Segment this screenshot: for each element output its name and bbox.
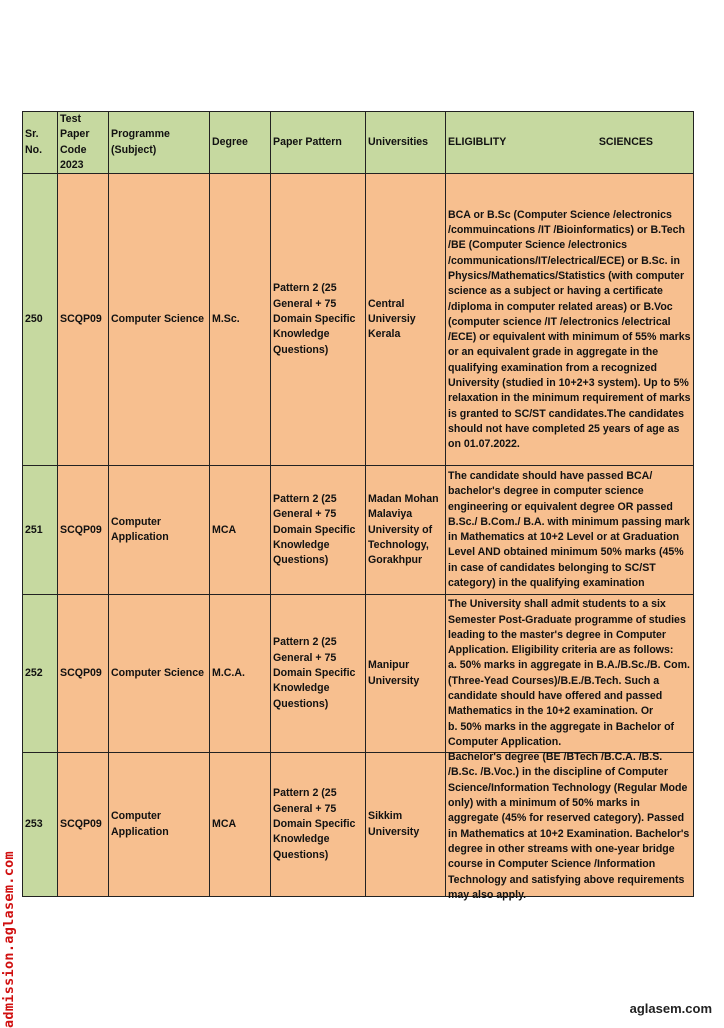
- table-row: [23, 595, 694, 753]
- table-row: [23, 466, 694, 595]
- eligibility-table: [22, 111, 694, 901]
- sr-no-cell: 252: [23, 595, 58, 753]
- header-sr-no: Sr. No.: [23, 112, 58, 174]
- programme-cell: Computer Application: [109, 753, 210, 897]
- eligibility-text: BCA or B.Sc (Computer Science /electronics /commuincations /IT /Bioinformatics) or B.Tech /BE (Computer Science /electronics /communications/IT/electrical/ECE) or B.Sc. in Physics/Mathematics/Statistics (with computer science as a subject or having a certificate /diploma in computer related areas) or B.Voc (computer science /IT /electronics /electrical /ECE) or equivalent with minimum of 55% marks or an equivalent grade in aggregate in the qualifying examination from a recognized University (studied in 10+2+3 system). Up to 5% relaxation in the minimum requirement of marks is granted to SC/ST candidates.The candidates should not have completed 25 years of age as on 01.07.2022.: [448, 208, 691, 451]
- eligibility-cell: [446, 174, 694, 466]
- test-code-cell: SCQP09: [58, 466, 109, 595]
- header-row: [23, 112, 694, 174]
- eligibility-text: Bachelor's degree (BE /BTech /B.C.A. /B.S. /B.Sc. /B.Voc.) in the discipline of Computer Science/Information Technology (Regular Mode only) with a minimum of 50% marks in aggregate (45% for reserved category). Passed in Mathematics at 10+2 Examination. Bachelor's degree in other streams with one-year bridge course in Computer Science /Information Technology and satisfying above requirements may also apply.: [448, 751, 690, 901]
- university-cell: Manipur University: [366, 595, 446, 753]
- test-code-cell: SCQP09: [58, 753, 109, 897]
- programme-cell: Computer Science: [109, 595, 210, 753]
- header-test-code: Test Paper Code 2023: [58, 112, 109, 174]
- header-stream-label: SCIENCES: [598, 135, 653, 148]
- footer-site-label: aglasem.com: [629, 1001, 712, 1016]
- eligibility-cell: [446, 751, 694, 901]
- sr-no-cell: 250: [23, 174, 58, 466]
- header-paper-pattern: Paper Pattern: [271, 112, 366, 174]
- table-row: [23, 174, 694, 466]
- test-code-cell: SCQP09: [58, 595, 109, 753]
- degree-cell: MCA: [210, 466, 271, 595]
- test-code-cell: SCQP09: [58, 174, 109, 466]
- watermark-text: admission.aglasem.com: [1, 851, 17, 1028]
- paper-pattern-cell: Pattern 2 (25 General + 75 Domain Specific Knowledge Questions): [271, 595, 366, 753]
- degree-cell: M.Sc.: [210, 174, 271, 466]
- header-degree: Degree: [210, 112, 271, 174]
- sr-no-cell: 251: [23, 466, 58, 595]
- university-cell: Sikkim University: [366, 753, 446, 897]
- degree-cell: MCA: [210, 753, 271, 897]
- eligibility-line: The University shall admit students to a six Semester Post-Graduate programme of studies leading to the master's degree in Computer Application. Eligibility criteria are as follows:: [448, 598, 686, 657]
- university-cell: Madan Mohan Malaviya University of Technology, Gorakhpur: [366, 466, 446, 595]
- eligibility-line: a. 50% marks in aggregate in B.A./B.Sc./B. Com. (Three-Yead Courses)/B.E./B.Tech. Such a candidate should have offered and passed Mathematics in the 10+2 examination. Or: [448, 659, 690, 718]
- programme-cell: Computer Application: [109, 466, 210, 595]
- eligibility-cell: [446, 466, 694, 595]
- paper-pattern-cell: Pattern 2 (25 General + 75 Domain Specific Knowledge Questions): [271, 174, 366, 466]
- sr-no-cell: 253: [23, 753, 58, 897]
- eligibility-text: The candidate should have passed BCA/ bachelor's degree in computer science engineering or equivalent degree OR passed B.Sc./ B.Com./ B.A. with minimum passing mark in Mathematics at 10+2 Level or at Graduation Level AND obtained minimum 50% marks (45% in case of candidates belonging to SC/ST category) in the qualifying examination: [448, 470, 690, 590]
- paper-pattern-cell: Pattern 2 (25 General + 75 Domain Specific Knowledge Questions): [271, 753, 366, 897]
- eligibility-line: b. 50% marks in the aggregate in Bachelor of Computer Application.: [448, 720, 675, 748]
- degree-cell: M.C.A.: [210, 595, 271, 753]
- header-programme: Programme (Subject): [109, 112, 210, 174]
- header-universities: Universities: [366, 112, 446, 174]
- header-eligibility: [446, 112, 694, 174]
- university-cell: Central Universiy Kerala: [366, 174, 446, 466]
- header-eligibility-label: ELIGIBLITY: [448, 135, 507, 148]
- paper-pattern-cell: Pattern 2 (25 General + 75 Domain Specific Knowledge Questions): [271, 466, 366, 595]
- eligibility-clip: [448, 750, 691, 901]
- programme-cell: Computer Science: [109, 174, 210, 466]
- eligibility-cell: [446, 595, 694, 753]
- table-row: [23, 753, 694, 897]
